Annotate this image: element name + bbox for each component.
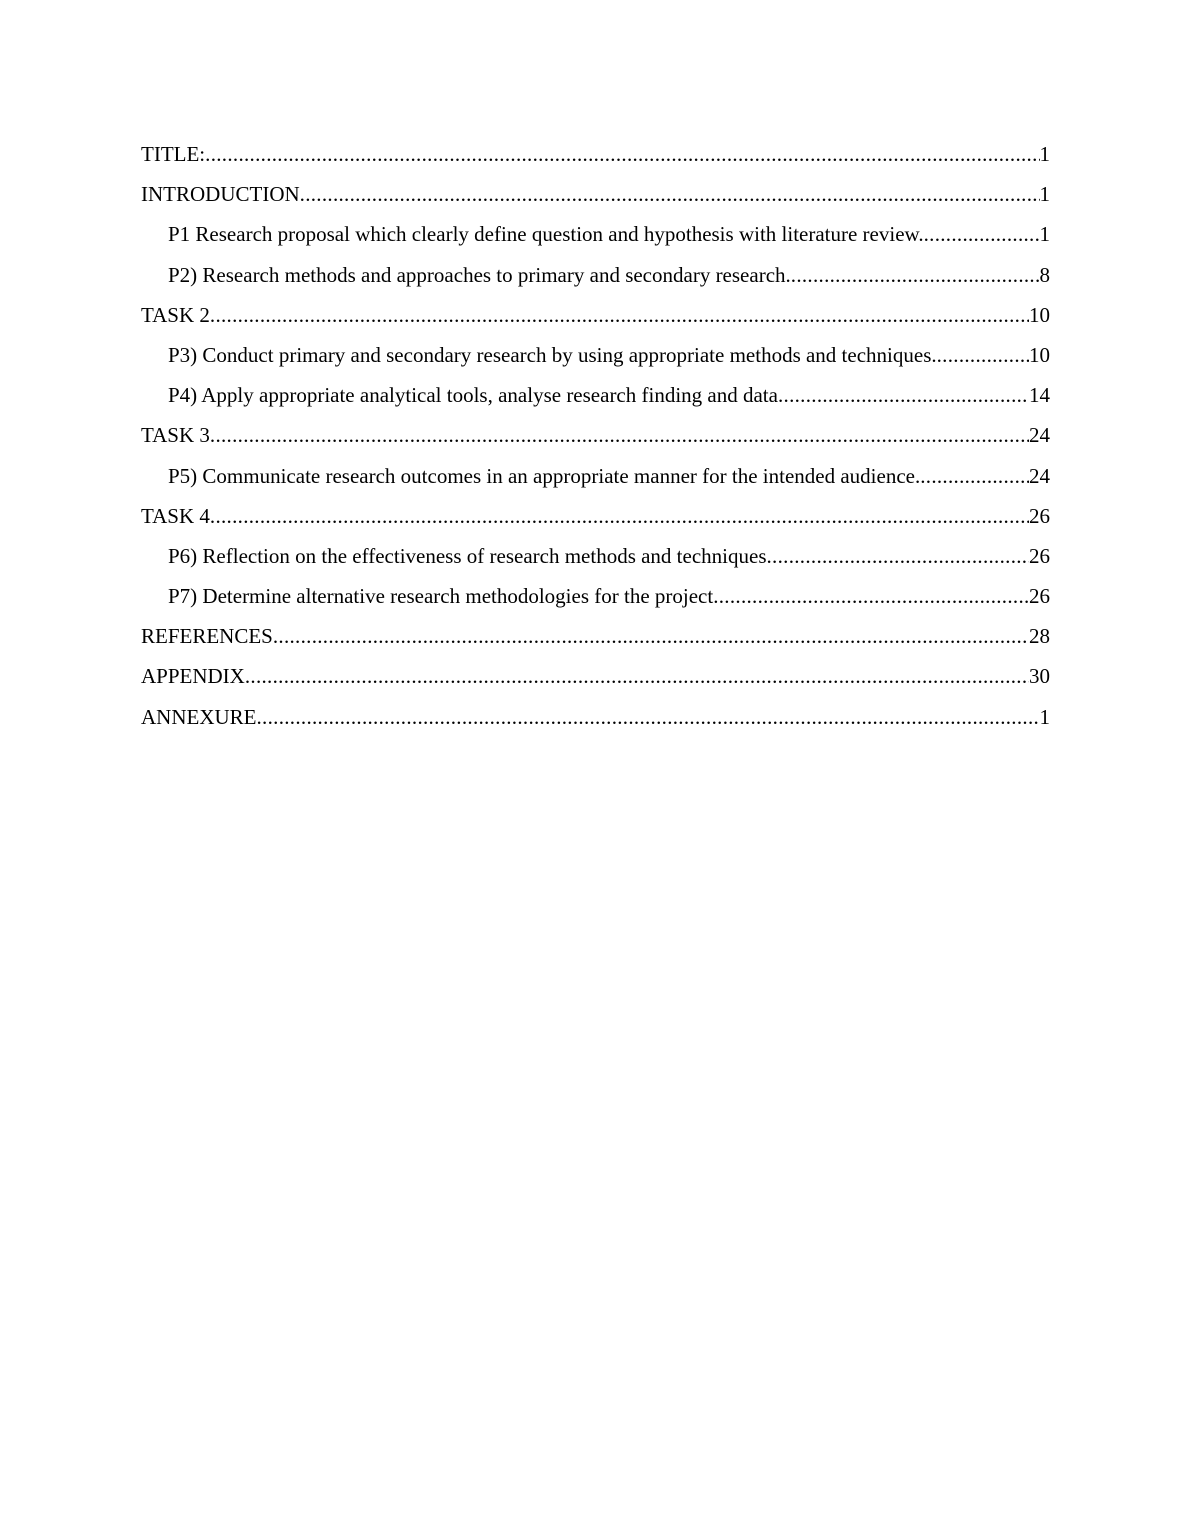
toc-page-number: 1 bbox=[1039, 222, 1050, 247]
toc-dot-leader bbox=[210, 415, 1029, 455]
toc-entry-title[interactable] bbox=[141, 134, 1050, 174]
toc-dot-leader bbox=[245, 656, 1029, 696]
toc-dot-leader bbox=[937, 335, 1029, 375]
toc-page-number: 30 bbox=[1029, 664, 1050, 689]
toc-entry-task-2[interactable] bbox=[141, 295, 1050, 335]
toc-entry-text: P6) Reflection on the effectiveness of research methods and techniques bbox=[168, 543, 767, 568]
toc-page-number: 10 bbox=[1029, 342, 1050, 367]
toc-entry-text: P2) Research methods and approaches to primary and secondary research. bbox=[168, 262, 791, 287]
toc-entry-text: P3) Conduct primary and secondary research by using appropriate methods and techniques. bbox=[168, 342, 937, 367]
toc-entry-text: P7) Determine alternative research methodologies for the project bbox=[168, 584, 714, 609]
toc-dot-leader bbox=[257, 697, 1040, 737]
toc-entry-p5[interactable] bbox=[141, 456, 1050, 496]
toc-entry-text: REFERENCES bbox=[141, 624, 273, 649]
toc-dot-leader bbox=[767, 536, 1030, 576]
toc-page-number: 1 bbox=[1039, 182, 1050, 207]
toc-entry-annexure[interactable] bbox=[141, 697, 1050, 737]
toc-page-number: 26 bbox=[1029, 543, 1050, 568]
table-of-contents bbox=[141, 134, 1050, 737]
toc-page-number: 24 bbox=[1029, 463, 1050, 488]
toc-dot-leader bbox=[205, 134, 1039, 174]
toc-dot-leader bbox=[924, 214, 1040, 254]
toc-entry-text: TASK 2 bbox=[141, 302, 210, 327]
toc-page-number: 10 bbox=[1029, 302, 1050, 327]
toc-entry-text: TITLE: bbox=[141, 142, 206, 166]
toc-entry-text: P4) Apply appropriate analytical tools, analyse research finding and data bbox=[168, 383, 778, 408]
toc-entry-text: P1 Research proposal which clearly define question and hypothesis with literature review. bbox=[168, 222, 924, 247]
toc-page-number: 24 bbox=[1029, 423, 1050, 448]
toc-entry-text: TASK 4 bbox=[141, 503, 210, 528]
toc-dot-leader bbox=[920, 456, 1029, 496]
toc-entry-appendix[interactable] bbox=[141, 656, 1050, 696]
toc-entry-p6[interactable] bbox=[141, 536, 1050, 576]
toc-entry-p2[interactable] bbox=[141, 255, 1050, 295]
toc-dot-leader bbox=[791, 255, 1040, 295]
toc-entry-text: P5) Communicate research outcomes in an appropriate manner for the intended audience. bbox=[168, 463, 921, 488]
toc-entry-text: APPENDIX bbox=[141, 664, 245, 689]
toc-dot-leader bbox=[713, 576, 1029, 616]
toc-entry-text: INTRODUCTION bbox=[141, 182, 300, 207]
toc-page-number: 8 bbox=[1039, 262, 1050, 287]
toc-dot-leader bbox=[210, 496, 1029, 536]
toc-dot-leader bbox=[778, 375, 1029, 415]
toc-entry-p3[interactable] bbox=[141, 335, 1050, 375]
toc-page-number: 14 bbox=[1029, 383, 1050, 408]
toc-dot-leader bbox=[300, 174, 1040, 214]
toc-entry-task-4[interactable] bbox=[141, 496, 1050, 536]
toc-entry-p4[interactable] bbox=[141, 375, 1050, 415]
toc-dot-leader bbox=[210, 295, 1029, 335]
toc-entry-references[interactable] bbox=[141, 616, 1050, 656]
toc-page-number: 1 bbox=[1039, 142, 1050, 166]
toc-entry-p7[interactable] bbox=[141, 576, 1050, 616]
toc-entry-introduction[interactable] bbox=[141, 174, 1050, 214]
toc-page-number: 26 bbox=[1029, 584, 1050, 609]
toc-page-number: 28 bbox=[1029, 624, 1050, 649]
toc-entry-p1[interactable] bbox=[141, 214, 1050, 254]
toc-entry-text: TASK 3 bbox=[141, 423, 210, 448]
toc-entry-text: ANNEXURE bbox=[141, 704, 257, 729]
toc-entry-task-3[interactable] bbox=[141, 415, 1050, 455]
toc-dot-leader bbox=[273, 616, 1029, 656]
toc-page-number: 26 bbox=[1029, 503, 1050, 528]
toc-page-number: 1 bbox=[1039, 704, 1050, 729]
